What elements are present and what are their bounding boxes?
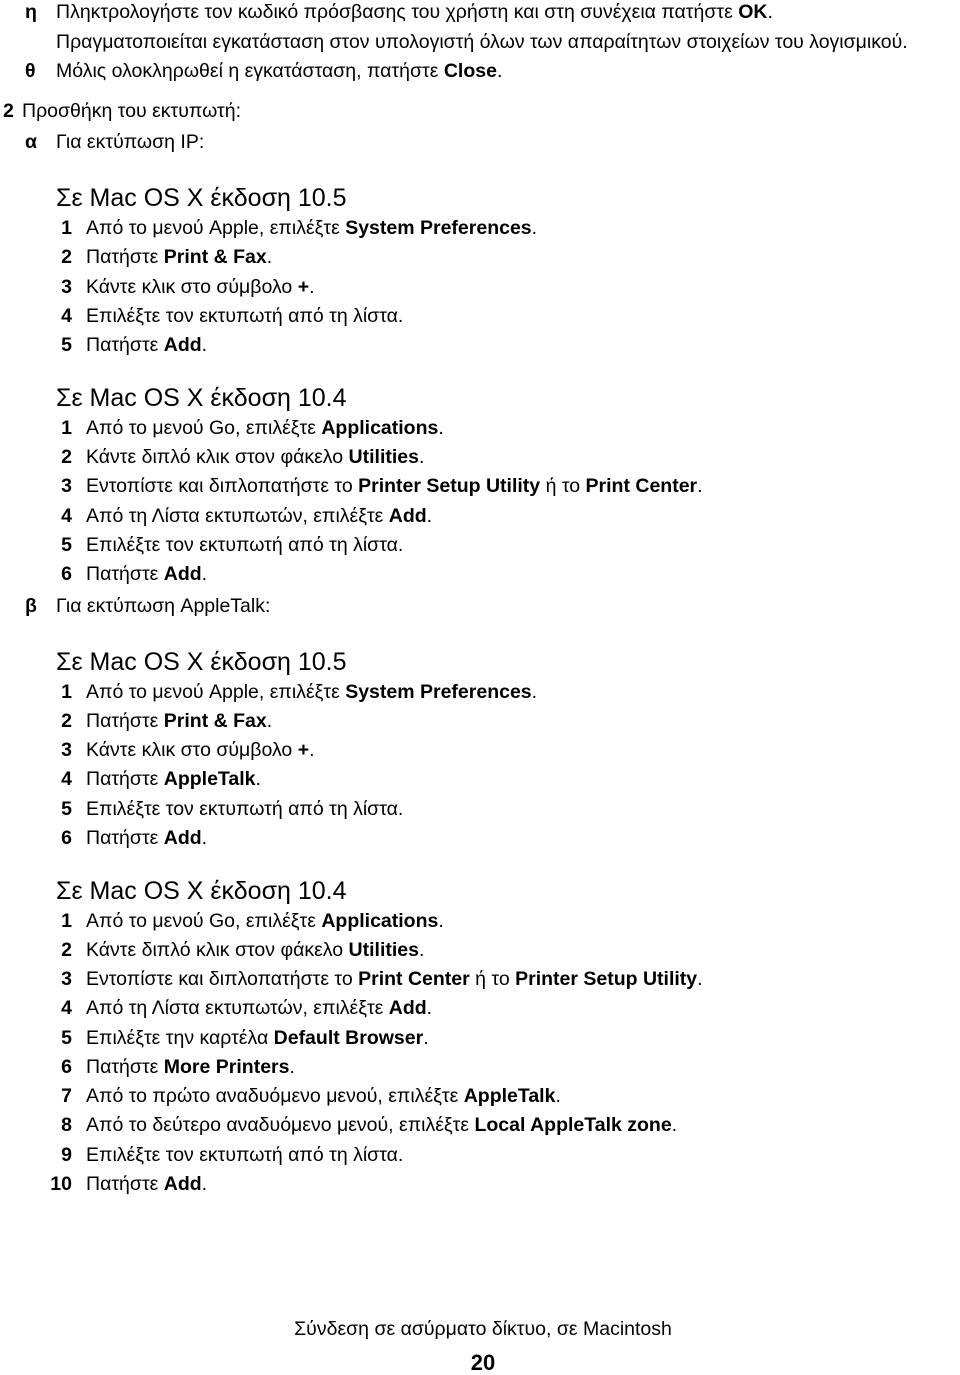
text-run: . bbox=[418, 446, 425, 469]
text-run: . bbox=[423, 1026, 429, 1049]
text-run: Πραγματοποιείται εγκατάσταση στον υπολογιστή όλων των απαραίτητων στοιχείων του λογισμικού. bbox=[56, 30, 908, 53]
text-run: . bbox=[697, 968, 703, 991]
text-run: Επιλέξτε τον εκτυπωτή από τη λίστα. bbox=[86, 1143, 404, 1166]
text-line bbox=[0, 0, 960, 28]
ui-term: Utilities bbox=[348, 446, 419, 469]
numbered-step bbox=[0, 936, 960, 965]
substep-text bbox=[56, 28, 908, 57]
step-number: 8 bbox=[61, 1114, 72, 1137]
step-text bbox=[86, 214, 537, 243]
step-number: 4 bbox=[61, 997, 72, 1020]
step-text bbox=[86, 302, 403, 331]
ui-term: Local AppleTalk zone bbox=[474, 1114, 672, 1137]
text-run: Μόλις ολοκληρωθεί η εγκατάσταση, πατήστε bbox=[56, 59, 444, 82]
text-run: . bbox=[438, 909, 444, 932]
os-version-section bbox=[0, 382, 960, 590]
text-run: . bbox=[201, 826, 208, 849]
text-run: . bbox=[266, 709, 273, 732]
numbered-step bbox=[0, 1082, 960, 1111]
step-text bbox=[86, 331, 207, 360]
text-run: . bbox=[531, 217, 538, 240]
step-text bbox=[86, 1024, 429, 1053]
section-heading: Σε Mac OS X έκδοση 10.5 bbox=[56, 647, 347, 676]
text-run: . bbox=[201, 563, 208, 586]
text-run: Από τη Λίστα εκτυπωτών, επιλέξτε bbox=[86, 997, 389, 1020]
ui-term: More Printers bbox=[163, 1055, 290, 1078]
text-run: . bbox=[426, 504, 433, 527]
step-number: 2 bbox=[61, 246, 72, 269]
step-number: 3 bbox=[61, 739, 72, 762]
substep-item bbox=[0, 592, 960, 621]
step-number: 2 bbox=[61, 446, 72, 469]
numbered-step bbox=[0, 273, 960, 302]
numbered-step bbox=[0, 531, 960, 560]
numbered-step bbox=[0, 443, 960, 472]
section-heading: Σε Mac OS X έκδοση 10.5 bbox=[56, 184, 347, 213]
text-run: . bbox=[426, 997, 433, 1020]
ui-term: Print Center bbox=[358, 968, 470, 991]
step-number: 5 bbox=[61, 533, 72, 556]
ui-term: + bbox=[297, 275, 310, 298]
footer-title: Σύνδεση σε ασύρματο δίκτυο, σε Macintosh bbox=[294, 1318, 672, 1340]
ui-term: Print Center bbox=[585, 475, 698, 498]
step-number: 2 bbox=[3, 99, 14, 122]
substep-item bbox=[0, 128, 960, 157]
text-run: . bbox=[266, 246, 273, 269]
step-number: 5 bbox=[61, 1026, 72, 1049]
text-run: Πατήστε bbox=[86, 1055, 164, 1078]
substep-text bbox=[56, 0, 773, 28]
step-number: 5 bbox=[61, 334, 72, 357]
step-number: 4 bbox=[61, 504, 72, 527]
ui-term: Add bbox=[163, 826, 202, 849]
text-run: Πληκτρολογήστε τον κωδικό πρόσβασης του χρήστη και στη συνέχεια πατήστε bbox=[56, 1, 739, 24]
substep-text: Για εκτύπωση AppleTalk: bbox=[56, 594, 271, 617]
step-text bbox=[86, 795, 403, 824]
step-text bbox=[86, 1141, 403, 1170]
text-run: . bbox=[201, 1172, 208, 1195]
step-text bbox=[86, 1111, 677, 1140]
text-run: Πατήστε bbox=[86, 334, 164, 357]
text-run: Από το πρώτο αναδυόμενο μενού, επιλέξτε bbox=[86, 1085, 464, 1108]
section-heading: Σε Mac OS X έκδοση 10.4 bbox=[56, 383, 347, 412]
ui-term: Add bbox=[388, 997, 427, 1020]
ui-term: Add bbox=[388, 504, 427, 527]
numbered-step bbox=[0, 1170, 960, 1199]
substep-text bbox=[56, 57, 502, 86]
step-number: 2 bbox=[61, 709, 72, 732]
ui-term: Add bbox=[163, 1172, 202, 1195]
step-text bbox=[86, 414, 444, 443]
text-run: Πατήστε bbox=[86, 709, 164, 732]
ui-term: Print & Fax bbox=[163, 246, 267, 269]
step-text bbox=[86, 531, 403, 560]
step-number: 4 bbox=[61, 768, 72, 791]
ui-term: AppleTalk bbox=[463, 1085, 556, 1108]
text-run: Από το μενού Go, επιλέξτε bbox=[86, 909, 322, 932]
text-run: Πατήστε bbox=[86, 826, 164, 849]
step-text bbox=[86, 443, 424, 472]
text-line bbox=[0, 28, 960, 57]
ui-term: Default Browser bbox=[273, 1026, 424, 1049]
numbered-step bbox=[0, 214, 960, 243]
numbered-step bbox=[0, 302, 960, 331]
numbered-step bbox=[0, 560, 960, 589]
text-run: Από το μενού Apple, επιλέξτε bbox=[86, 680, 346, 703]
text-run: Κάντε διπλό κλικ στον φάκελο bbox=[86, 938, 349, 961]
step-text bbox=[86, 736, 315, 765]
step-number: 6 bbox=[61, 1055, 72, 1078]
ui-term: AppleTalk bbox=[163, 768, 256, 791]
numbered-step bbox=[0, 331, 960, 360]
text-run: Επιλέξτε τον εκτυπωτή από τη λίστα. bbox=[86, 533, 404, 556]
text-run: . bbox=[671, 1114, 678, 1137]
substep-item bbox=[0, 57, 960, 86]
text-run: . bbox=[309, 275, 315, 298]
text-run: . bbox=[496, 59, 503, 82]
ui-term: Printer Setup Utility bbox=[358, 475, 541, 498]
step-number: 1 bbox=[61, 909, 72, 932]
ui-term: Close bbox=[443, 59, 497, 82]
substep-marker: θ bbox=[25, 59, 36, 82]
step-text bbox=[86, 994, 432, 1023]
substep-item bbox=[0, 0, 960, 57]
text-run: . bbox=[418, 938, 425, 961]
step-number: 1 bbox=[61, 680, 72, 703]
text-run: Κάντε κλικ στο σύμβολο bbox=[86, 739, 298, 762]
ui-term: Add bbox=[163, 563, 202, 586]
step-text bbox=[86, 965, 703, 994]
step-number: 5 bbox=[61, 797, 72, 820]
ui-term: + bbox=[297, 739, 310, 762]
step-text bbox=[86, 765, 261, 794]
numbered-step bbox=[0, 1111, 960, 1140]
text-run: Από το δεύτερο αναδυόμενο μενού, επιλέξτε bbox=[86, 1114, 475, 1137]
step-number: 3 bbox=[61, 475, 72, 498]
text-run: . bbox=[767, 1, 773, 24]
ui-term: Applications bbox=[321, 416, 439, 439]
text-run: . bbox=[309, 739, 315, 762]
substep-marker: α bbox=[25, 131, 37, 154]
step-number: 3 bbox=[61, 968, 72, 991]
numbered-step bbox=[0, 1141, 960, 1170]
step-text bbox=[86, 824, 207, 853]
numbered-step bbox=[0, 1053, 960, 1082]
step-text bbox=[86, 1170, 207, 1199]
step-text bbox=[86, 502, 432, 531]
numbered-step bbox=[0, 994, 960, 1023]
numbered-step bbox=[0, 678, 960, 707]
text-run: Από το μενού Go, επιλέξτε bbox=[86, 416, 322, 439]
text-run: . bbox=[697, 475, 703, 498]
os-version-section bbox=[0, 182, 960, 360]
ui-term: Applications bbox=[321, 909, 439, 932]
step-text bbox=[86, 1082, 561, 1111]
text-run: Επιλέξτε τον εκτυπωτή από τη λίστα. bbox=[86, 797, 404, 820]
text-run: Από το μενού Apple, επιλέξτε bbox=[86, 217, 346, 240]
step-text bbox=[86, 243, 272, 272]
step-text bbox=[86, 273, 315, 302]
step-number: 10 bbox=[50, 1172, 72, 1195]
substep-block bbox=[0, 128, 960, 589]
ui-term: System Preferences bbox=[345, 680, 532, 703]
step-text bbox=[86, 936, 424, 965]
numbered-step bbox=[0, 965, 960, 994]
os-version-section bbox=[0, 875, 960, 1200]
step-text: Προσθήκη του εκτυπωτή: bbox=[22, 99, 242, 122]
numbered-step bbox=[0, 795, 960, 824]
ui-term: System Preferences bbox=[345, 217, 532, 240]
ui-term: Utilities bbox=[348, 938, 419, 961]
section-heading: Σε Mac OS X έκδοση 10.4 bbox=[56, 876, 347, 905]
step-number: 7 bbox=[61, 1085, 72, 1108]
step-number: 3 bbox=[61, 275, 72, 298]
text-run: ή το bbox=[540, 475, 586, 498]
numbered-step bbox=[0, 736, 960, 765]
text-run: Εντοπίστε και διπλοπατήστε το bbox=[86, 475, 359, 498]
text-run: Πατήστε bbox=[86, 1172, 164, 1195]
page-number: 20 bbox=[470, 1350, 496, 1375]
numbered-step bbox=[0, 414, 960, 443]
step-number: 6 bbox=[61, 826, 72, 849]
step-text bbox=[86, 472, 703, 501]
step-number: 1 bbox=[61, 416, 72, 439]
step-text bbox=[86, 678, 537, 707]
numbered-step bbox=[0, 1024, 960, 1053]
ui-term: Print & Fax bbox=[163, 709, 267, 732]
step-number: 2 bbox=[61, 938, 72, 961]
numbered-step bbox=[0, 472, 960, 501]
ui-term: Printer Setup Utility bbox=[515, 968, 698, 991]
step-item bbox=[0, 97, 960, 126]
step-text bbox=[86, 907, 444, 936]
text-run: . bbox=[531, 680, 538, 703]
step-text bbox=[86, 707, 272, 736]
numbered-step bbox=[0, 907, 960, 936]
numbered-step bbox=[0, 502, 960, 531]
step-number: 4 bbox=[61, 304, 72, 327]
numbered-step bbox=[0, 243, 960, 272]
numbered-step bbox=[0, 707, 960, 736]
step-number: 9 bbox=[61, 1143, 72, 1166]
step-text bbox=[86, 560, 207, 589]
substep-text: Για εκτύπωση IP: bbox=[56, 131, 205, 154]
text-run: Πατήστε bbox=[86, 563, 164, 586]
text-line bbox=[0, 57, 960, 86]
text-run: Κάντε κλικ στο σύμβολο bbox=[86, 275, 298, 298]
text-run: Εντοπίστε και διπλοπατήστε το bbox=[86, 968, 359, 991]
text-run: Επιλέξτε την καρτέλα bbox=[86, 1026, 274, 1049]
text-run: Από τη Λίστα εκτυπωτών, επιλέξτε bbox=[86, 504, 389, 527]
text-run: . bbox=[289, 1055, 295, 1078]
step-number: 1 bbox=[61, 217, 72, 240]
substep-marker: β bbox=[25, 594, 37, 617]
text-run: Κάντε διπλό κλικ στον φάκελο bbox=[86, 446, 349, 469]
substep-block bbox=[0, 592, 960, 1199]
text-run: . bbox=[201, 334, 208, 357]
ui-term: OK bbox=[738, 1, 768, 24]
text-run: ή το bbox=[469, 968, 516, 991]
text-run: . bbox=[555, 1085, 561, 1108]
os-version-section bbox=[0, 646, 960, 854]
ui-term: Add bbox=[163, 334, 202, 357]
text-run: Πατήστε bbox=[86, 768, 164, 791]
substep-marker: η bbox=[25, 1, 37, 24]
numbered-step bbox=[0, 765, 960, 794]
numbered-step bbox=[0, 824, 960, 853]
text-run: . bbox=[438, 416, 444, 439]
text-run: Επιλέξτε τον εκτυπωτή από τη λίστα. bbox=[86, 304, 404, 327]
text-run: . bbox=[255, 768, 261, 791]
text-run: Πατήστε bbox=[86, 246, 164, 269]
step-number: 6 bbox=[61, 563, 72, 586]
step-text bbox=[86, 1053, 295, 1082]
